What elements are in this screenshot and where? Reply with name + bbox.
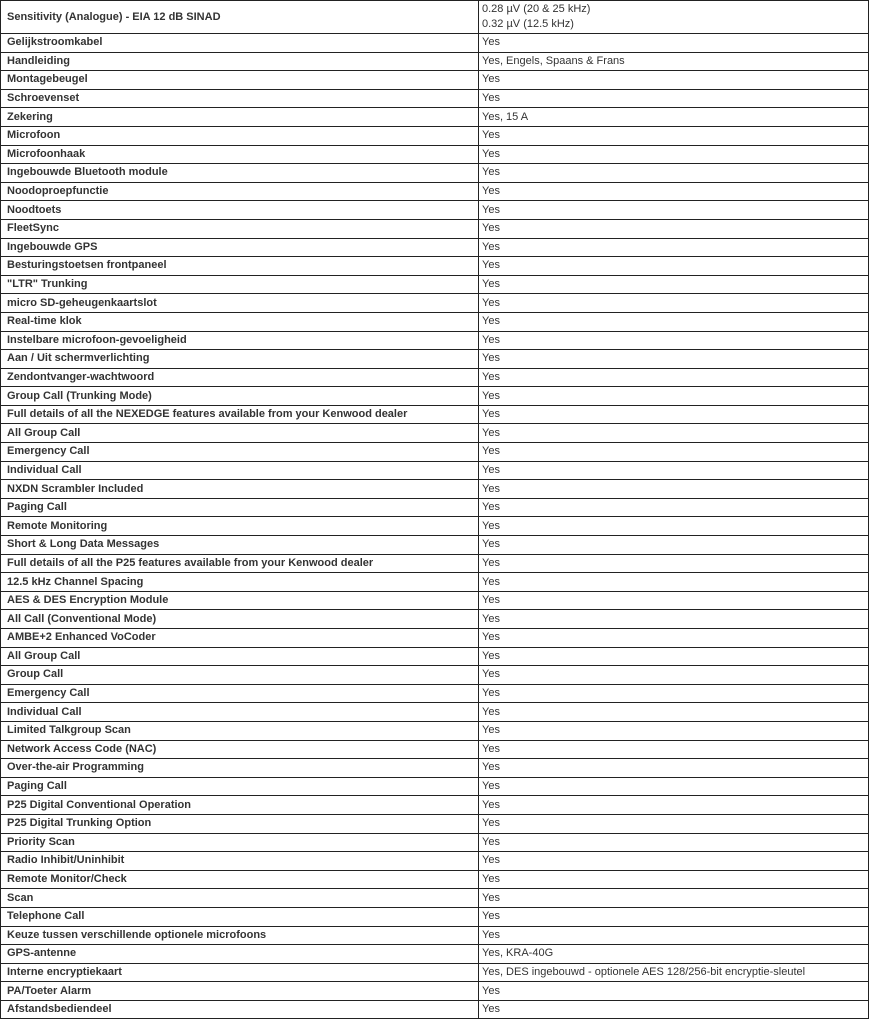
spec-label: P25 Digital Conventional Operation (1, 796, 479, 815)
table-row (1, 89, 869, 108)
table-row (1, 405, 869, 424)
spec-value: Yes (479, 71, 869, 90)
spec-label: Noodtoets (1, 201, 479, 220)
spec-label: 12.5 kHz Channel Spacing (1, 573, 479, 592)
spec-label: Short & Long Data Messages (1, 536, 479, 555)
spec-value: Yes, Engels, Spaans & Frans (479, 52, 869, 71)
spec-label: Noodoproepfunctie (1, 182, 479, 201)
spec-label: Emergency Call (1, 443, 479, 462)
table-row (1, 554, 869, 573)
table-row (1, 982, 869, 1001)
spec-value: Yes, DES ingebouwd - optionele AES 128/256-bit encryptie-sleutel (479, 963, 869, 982)
spec-value: Yes (479, 759, 869, 778)
spec-value: Yes (479, 126, 869, 145)
spec-value: Yes (479, 368, 869, 387)
spec-value: Yes (479, 684, 869, 703)
spec-value: Yes (479, 145, 869, 164)
spec-label: Microfoon (1, 126, 479, 145)
spec-label: Aan / Uit schermverlichting (1, 350, 479, 369)
spec-value: Yes (479, 796, 869, 815)
spec-label: Sensitivity (Analogue) - EIA 12 dB SINAD (1, 1, 479, 34)
table-row (1, 536, 869, 555)
spec-value: Yes (479, 870, 869, 889)
spec-label: P25 Digital Trunking Option (1, 814, 479, 833)
spec-value: Yes (479, 294, 869, 313)
table-row (1, 219, 869, 238)
spec-value: Yes (479, 387, 869, 406)
table-row (1, 517, 869, 536)
spec-value: Yes (479, 480, 869, 499)
table-row (1, 182, 869, 201)
spec-label: Montagebeugel (1, 71, 479, 90)
table-row (1, 257, 869, 276)
spec-value: Yes (479, 201, 869, 220)
spec-label: AMBE+2 Enhanced VoCoder (1, 629, 479, 648)
table-row (1, 145, 869, 164)
table-row (1, 1, 869, 34)
spec-value: Yes (479, 498, 869, 517)
table-row (1, 201, 869, 220)
spec-value: Yes (479, 238, 869, 257)
table-row (1, 461, 869, 480)
spec-label: FleetSync (1, 219, 479, 238)
table-row (1, 480, 869, 499)
spec-label: NXDN Scrambler Included (1, 480, 479, 499)
spec-label: Zendontvanger-wachtwoord (1, 368, 479, 387)
spec-label: Radio Inhibit/Uninhibit (1, 852, 479, 871)
spec-label: AES & DES Encryption Module (1, 591, 479, 610)
table-row (1, 238, 869, 257)
table-row (1, 108, 869, 127)
table-row (1, 666, 869, 685)
spec-value: Yes (479, 164, 869, 183)
table-row (1, 294, 869, 313)
table-row (1, 443, 869, 462)
spec-value: Yes (479, 629, 869, 648)
spec-label: All Group Call (1, 647, 479, 666)
spec-label: Full details of all the P25 features available from your Kenwood dealer (1, 554, 479, 573)
spec-label: Paging Call (1, 498, 479, 517)
spec-value: Yes (479, 34, 869, 53)
spec-label: Schroevenset (1, 89, 479, 108)
spec-label: Group Call (1, 666, 479, 685)
spec-value (479, 1, 869, 34)
spec-label: Keuze tussen verschillende optionele microfoons (1, 926, 479, 945)
spec-value: Yes (479, 982, 869, 1001)
table-row (1, 926, 869, 945)
table-row (1, 852, 869, 871)
spec-value: Yes (479, 1000, 869, 1019)
spec-label: Remote Monitoring (1, 517, 479, 536)
spec-label: Instelbare microfoon-gevoeligheid (1, 331, 479, 350)
spec-value: Yes (479, 89, 869, 108)
table-row (1, 703, 869, 722)
spec-value: Yes, 15 A (479, 108, 869, 127)
table-row (1, 573, 869, 592)
spec-label: Remote Monitor/Check (1, 870, 479, 889)
spec-value: Yes (479, 666, 869, 685)
table-row (1, 34, 869, 53)
spec-label: All Group Call (1, 424, 479, 443)
table-row (1, 870, 869, 889)
spec-value: Yes (479, 219, 869, 238)
table-row (1, 126, 869, 145)
table-row (1, 275, 869, 294)
spec-label: GPS-antenne (1, 945, 479, 964)
spec-label: Priority Scan (1, 833, 479, 852)
table-row (1, 796, 869, 815)
table-row (1, 498, 869, 517)
spec-value: Yes (479, 833, 869, 852)
spec-label: Full details of all the NEXEDGE features available from your Kenwood dealer (1, 405, 479, 424)
spec-label: Network Access Code (NAC) (1, 740, 479, 759)
spec-label: PA/Toeter Alarm (1, 982, 479, 1001)
table-row (1, 647, 869, 666)
spec-value: Yes (479, 703, 869, 722)
spec-value: Yes (479, 721, 869, 740)
spec-value: Yes (479, 852, 869, 871)
spec-value: Yes (479, 740, 869, 759)
spec-label: Individual Call (1, 703, 479, 722)
spec-value: Yes, KRA-40G (479, 945, 869, 964)
spec-label: micro SD-geheugenkaartslot (1, 294, 479, 313)
table-row (1, 759, 869, 778)
spec-value: Yes (479, 312, 869, 331)
spec-label: Real-time klok (1, 312, 479, 331)
spec-label: Microfoonhaak (1, 145, 479, 164)
spec-label: Group Call (Trunking Mode) (1, 387, 479, 406)
spec-value: Yes (479, 182, 869, 201)
spec-label: Individual Call (1, 461, 479, 480)
table-row (1, 71, 869, 90)
table-row (1, 721, 869, 740)
spec-value: Yes (479, 573, 869, 592)
table-row (1, 52, 869, 71)
spec-value-line: 0.28 µV (20 & 25 kHz) (482, 3, 591, 15)
spec-label: Ingebouwde Bluetooth module (1, 164, 479, 183)
spec-value: Yes (479, 350, 869, 369)
table-row (1, 833, 869, 852)
spec-label: Zekering (1, 108, 479, 127)
spec-label: Handleiding (1, 52, 479, 71)
spec-value: Yes (479, 424, 869, 443)
spec-label: Telephone Call (1, 907, 479, 926)
spec-label: Gelijkstroomkabel (1, 34, 479, 53)
specifications-table-body (1, 1, 869, 1019)
spec-value: Yes (479, 610, 869, 629)
table-row (1, 424, 869, 443)
spec-value: Yes (479, 591, 869, 610)
spec-label: Scan (1, 889, 479, 908)
spec-value: Yes (479, 443, 869, 462)
table-row (1, 629, 869, 648)
table-row (1, 684, 869, 703)
table-row (1, 368, 869, 387)
spec-label: Ingebouwde GPS (1, 238, 479, 257)
table-row (1, 777, 869, 796)
spec-value: Yes (479, 889, 869, 908)
spec-label: "LTR" Trunking (1, 275, 479, 294)
spec-value: Yes (479, 647, 869, 666)
spec-value: Yes (479, 554, 869, 573)
table-row (1, 350, 869, 369)
table-row (1, 387, 869, 406)
spec-value: Yes (479, 517, 869, 536)
table-row (1, 610, 869, 629)
table-row (1, 963, 869, 982)
table-row (1, 164, 869, 183)
spec-value: Yes (479, 814, 869, 833)
spec-value: Yes (479, 926, 869, 945)
spec-value: Yes (479, 777, 869, 796)
table-row (1, 312, 869, 331)
spec-value: Yes (479, 405, 869, 424)
table-row (1, 907, 869, 926)
spec-label: Limited Talkgroup Scan (1, 721, 479, 740)
spec-value: Yes (479, 331, 869, 350)
table-row (1, 591, 869, 610)
spec-value: Yes (479, 257, 869, 276)
spec-label: Interne encryptiekaart (1, 963, 479, 982)
table-row (1, 1000, 869, 1019)
spec-value: Yes (479, 907, 869, 926)
spec-value: Yes (479, 275, 869, 294)
spec-value: Yes (479, 461, 869, 480)
spec-label: Over-the-air Programming (1, 759, 479, 778)
table-row (1, 740, 869, 759)
spec-value: Yes (479, 536, 869, 555)
table-row (1, 889, 869, 908)
spec-label: Paging Call (1, 777, 479, 796)
spec-label: Besturingstoetsen frontpaneel (1, 257, 479, 276)
spec-label: Afstandsbediendeel (1, 1000, 479, 1019)
table-row (1, 331, 869, 350)
spec-label: All Call (Conventional Mode) (1, 610, 479, 629)
spec-label: Emergency Call (1, 684, 479, 703)
table-row (1, 945, 869, 964)
spec-value-line: 0.32 µV (12.5 kHz) (482, 18, 574, 30)
table-row (1, 814, 869, 833)
